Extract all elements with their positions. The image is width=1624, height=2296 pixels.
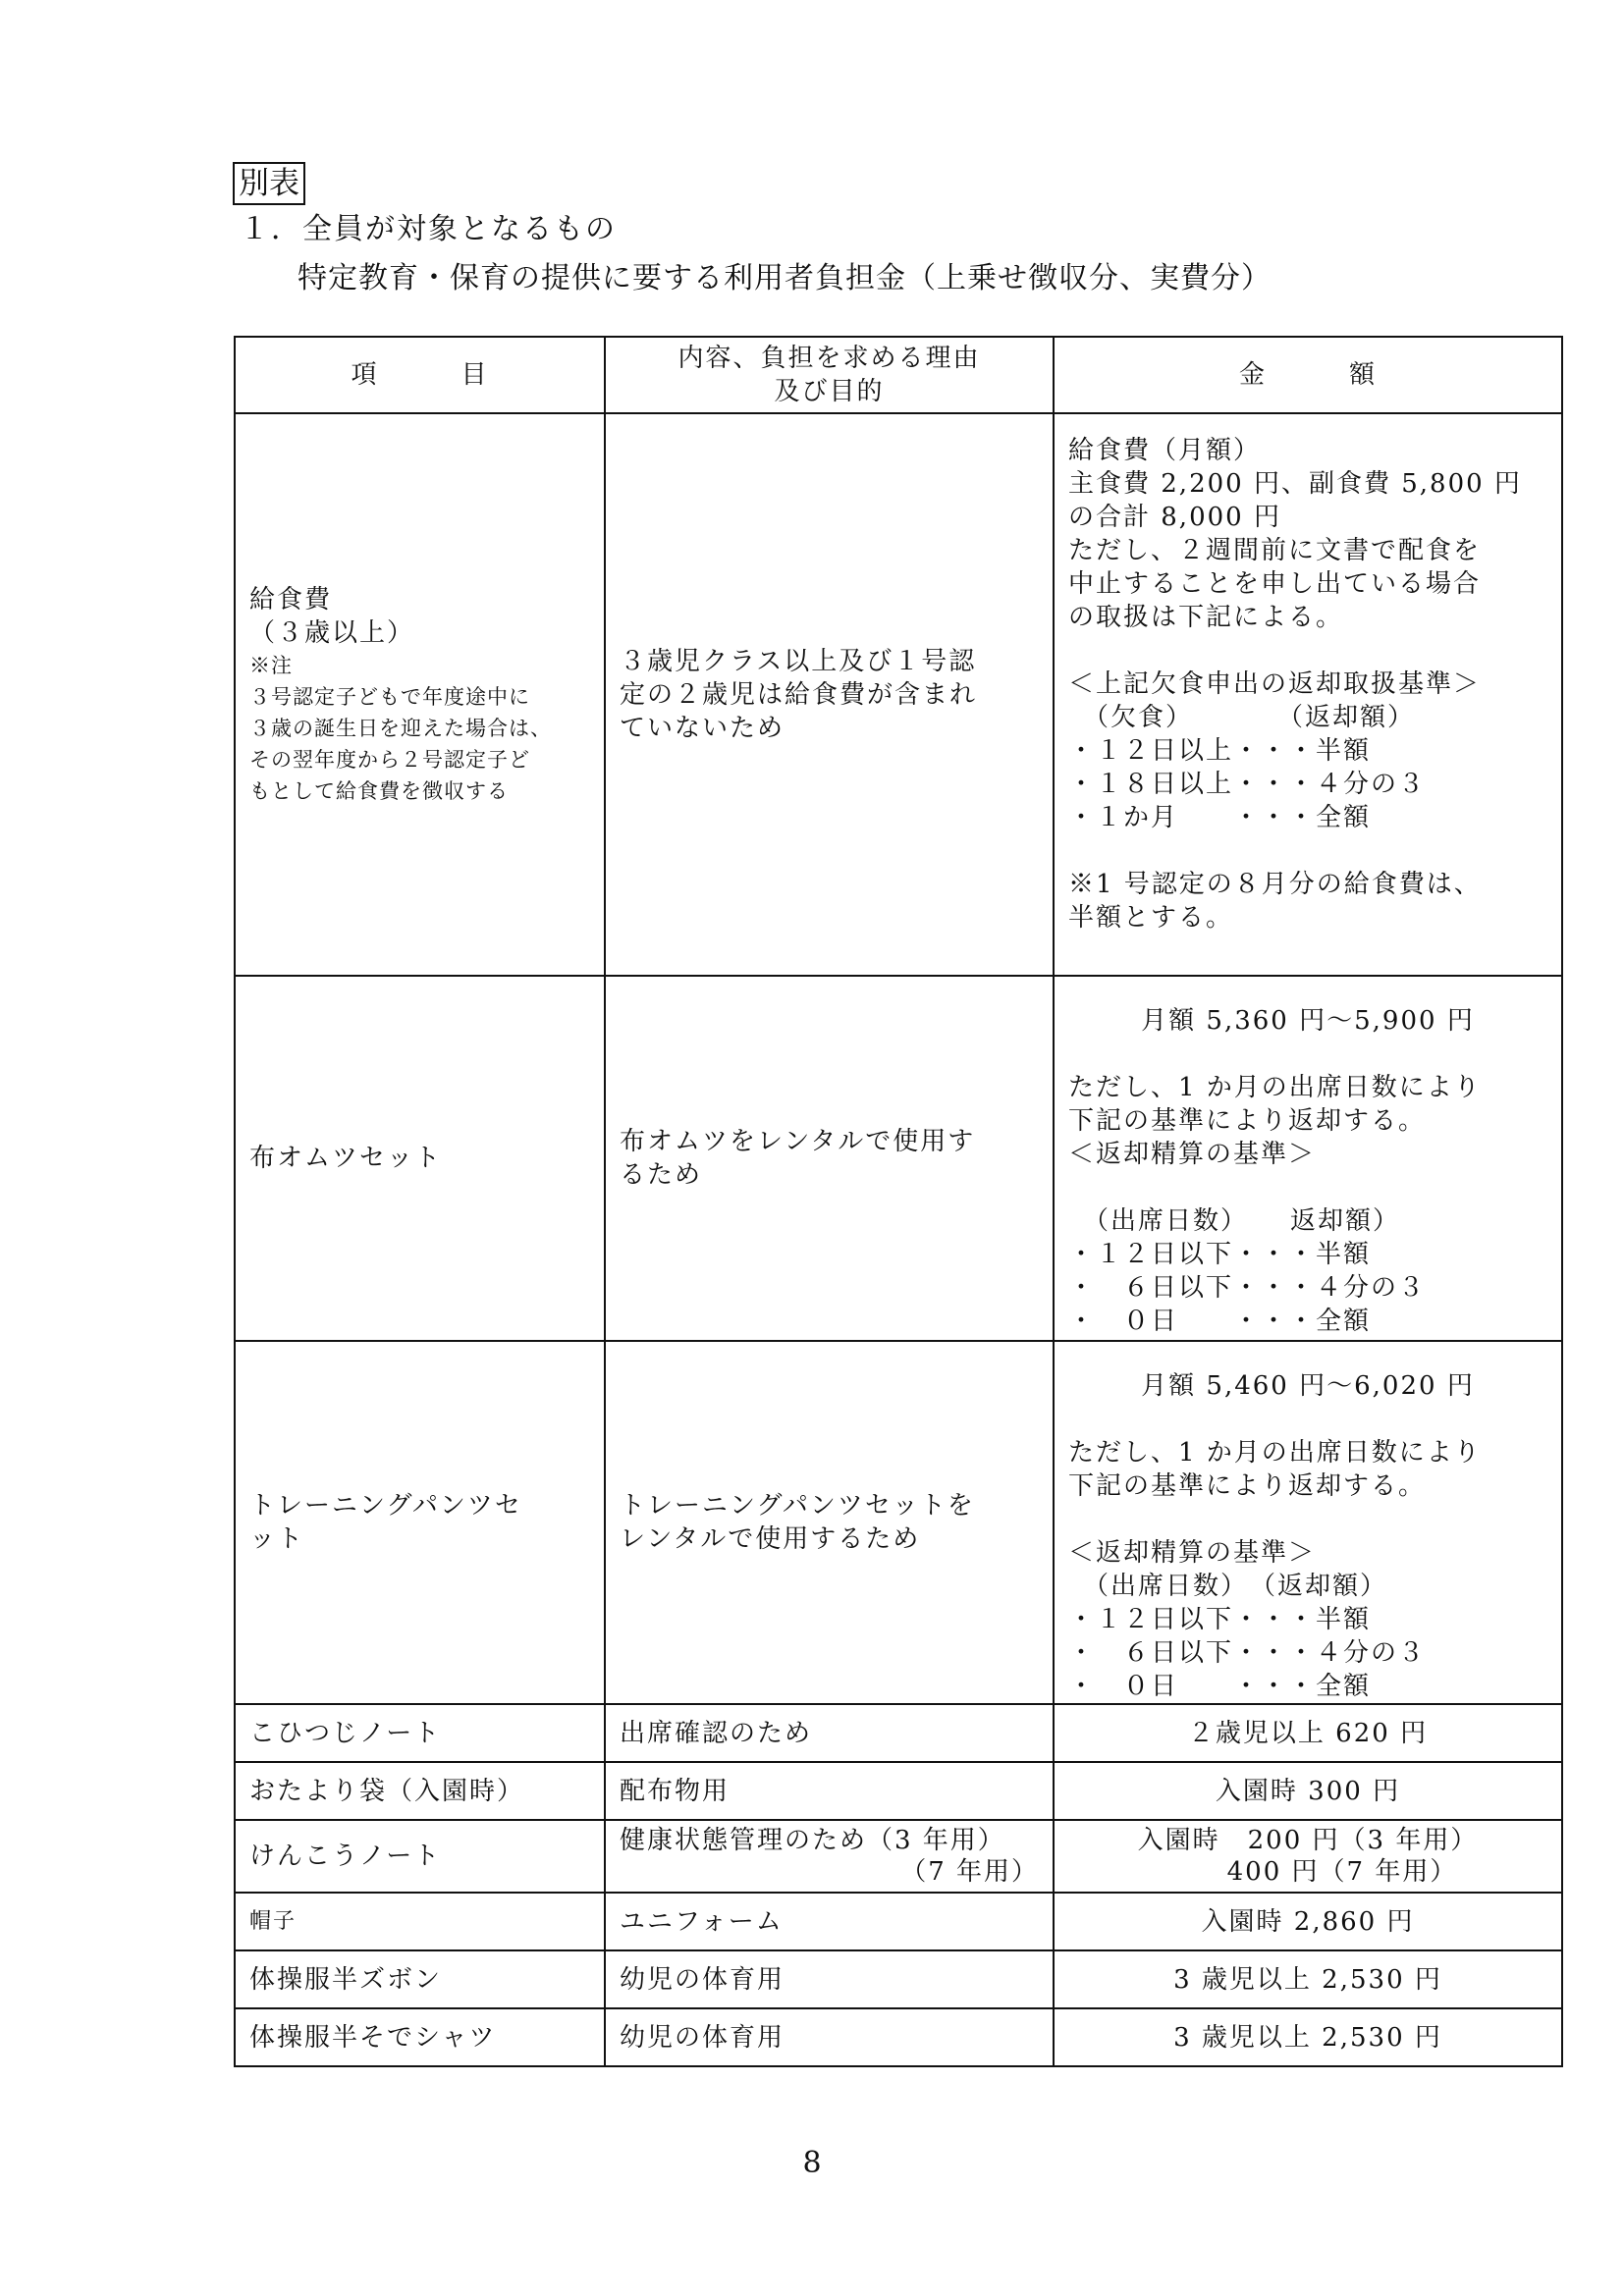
reason-cell: トレーニングパンツセットを レンタルで使用するため — [605, 1341, 1054, 1704]
table-row — [235, 1704, 1562, 1762]
table-row — [235, 1341, 1562, 1704]
item-cell: 布オムツセット — [235, 976, 605, 1341]
item-cell: 帽子 — [235, 1893, 605, 1950]
table-row — [235, 1950, 1562, 2008]
item-cell: トレーニングパンツセ ット — [235, 1341, 605, 1704]
section-subheading: 特定教育・保育の提供に要する利用者負担金（上乗せ徴収分、実費分） — [298, 261, 1272, 295]
reason-cell: 幼児の体育用 — [605, 2008, 1054, 2066]
header-amount: 金 額 — [1054, 337, 1562, 413]
table-row — [235, 976, 1562, 1341]
amount-cell: 3 歳児以上 2,530 円 — [1054, 1950, 1562, 2008]
reason-cell: 出席確認のため — [605, 1704, 1054, 1762]
table-row — [235, 413, 1562, 976]
item-cell: 給食費 （３歳以上） ※注 ３号認定子どもで年度途中に ３歳の誕生日を迎えた場合は、 その翌年度から２号認定子ど もとして給食費を徴収する — [235, 413, 605, 976]
amount-cell: 給食費（月額） 主食費 2,200 円、副食費 5,800 円 の合計 8,000 円 ただし、２週間前に文書で配食を 中止することを申し出ている場合 の取扱は下記による。 ＜上記欠食申出の返却取扱基準＞ （欠食） （返却額） ・１２日以上・・・半額 ・１８日以上・・・４分の３ ・１か月 ・・・全額 ※1 号認定の８月分の給食費は、 半額とする。 — [1054, 413, 1562, 976]
table-row — [235, 1820, 1562, 1893]
reason-cell: ３歳児クラス以上及び１号認 定の２歳児は給食費が含まれ ていないため — [605, 413, 1054, 976]
item-cell: 体操服半そでシャツ — [235, 2008, 605, 2066]
reason-cell: ユニフォーム — [605, 1893, 1054, 1950]
header-item: 項 目 — [235, 337, 605, 413]
reason-cell: 幼児の体育用 — [605, 1950, 1054, 2008]
reason-cell: 健康状態管理のため（3 年用） （7 年用） — [605, 1820, 1054, 1893]
amount-cell: 入園時 2,860 円 — [1054, 1893, 1562, 1950]
section-heading: １．全員が対象となるもの — [240, 212, 617, 246]
amount-cell: 入園時 200 円（3 年用） 400 円（7 年用） — [1054, 1820, 1562, 1893]
item-cell: 体操服半ズボン — [235, 1950, 605, 2008]
appendix-tag: 別表 — [233, 162, 305, 205]
page-number: 8 — [802, 2146, 822, 2180]
amount-cell: 入園時 300 円 — [1054, 1762, 1562, 1820]
item-cell: けんこうノート — [235, 1820, 605, 1893]
amount-cell: 月額 5,460 円～6,020 円 ただし、1 か月の出席日数により 下記の基準により返却する。 ＜返却精算の基準＞ （出席日数） （返却額） ・１２日以下・・・半額 ・ ６日以下・・・４分の３ ・ ０日 ・・・全額 — [1054, 1341, 1562, 1704]
reason-cell: 配布物用 — [605, 1762, 1054, 1820]
amount-cell: ２歳児以上 620 円 — [1054, 1704, 1562, 1762]
header-reason: 内容、負担を求める理由 及び目的 — [605, 337, 1054, 413]
table-row — [235, 2008, 1562, 2066]
table-row — [235, 1893, 1562, 1950]
fee-table — [234, 336, 1563, 2067]
item-cell: おたより袋（入園時） — [235, 1762, 605, 1820]
reason-cell: 布オムツをレンタルで使用す るため — [605, 976, 1054, 1341]
item-cell: こひつじノート — [235, 1704, 605, 1762]
amount-cell: 月額 5,360 円～5,900 円 ただし、1 か月の出席日数により 下記の基準により返却する。 ＜返却精算の基準＞ （出席日数） 返却額） ・１２日以下・・・半額 ・ ６日以下・・・４分の３ ・ ０日 ・・・全額 — [1054, 976, 1562, 1341]
table-header-row — [235, 337, 1562, 413]
amount-cell: 3 歳児以上 2,530 円 — [1054, 2008, 1562, 2066]
table-row — [235, 1762, 1562, 1820]
